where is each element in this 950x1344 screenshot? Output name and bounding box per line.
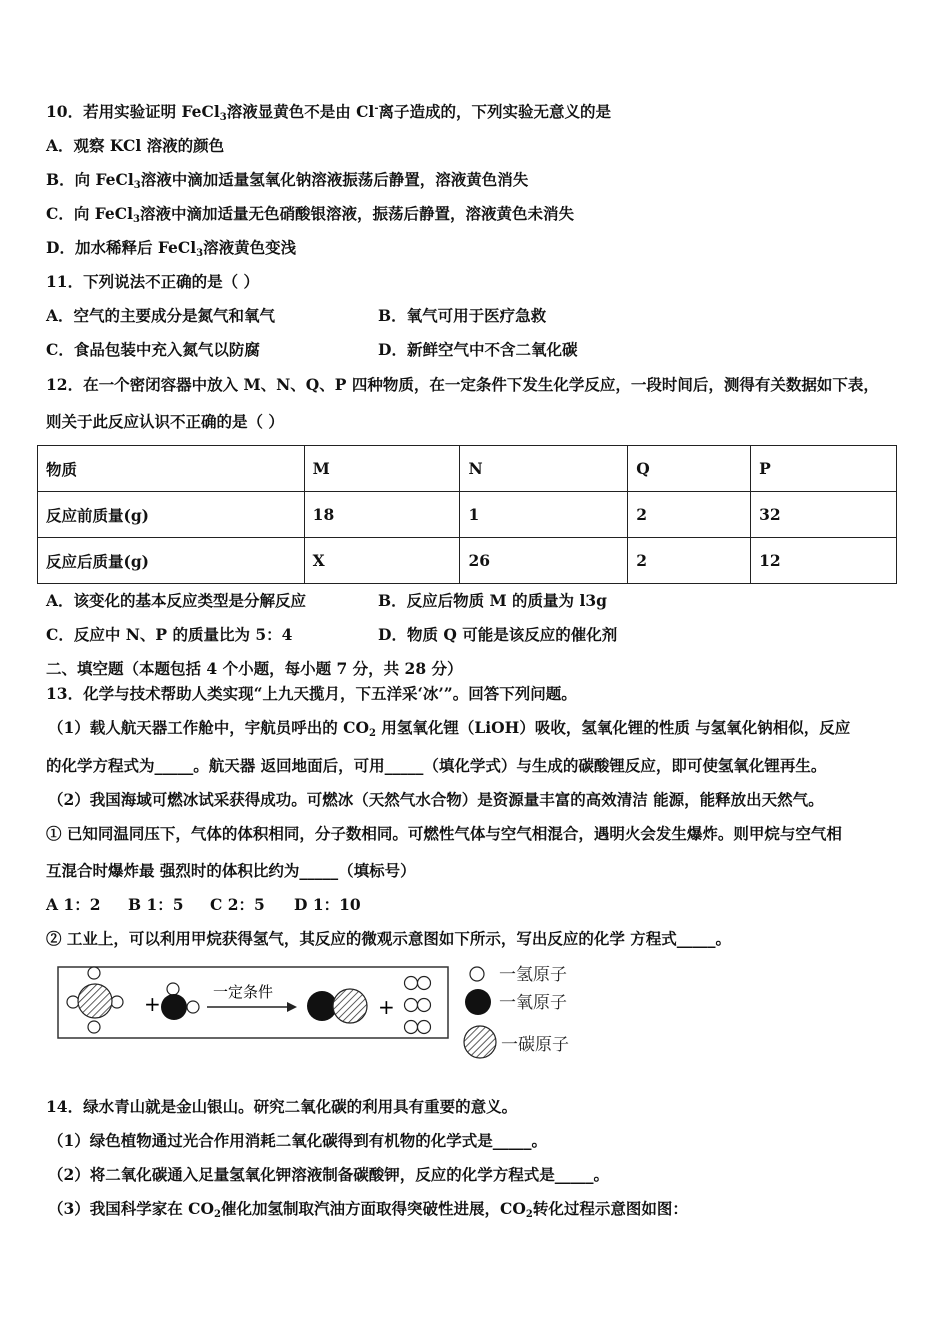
choice-d: D 1：10 (294, 895, 361, 914)
table-header-cell: M (304, 446, 460, 492)
co-molecule-icon (307, 989, 367, 1023)
table-row (38, 538, 897, 584)
q12-data-table (37, 445, 897, 584)
reaction-condition: 一定条件 (213, 983, 274, 1001)
section-heading: 二、填空题（本题包括 4 个小题，每小题 7 分，共 28 分） (46, 659, 463, 678)
q12-option-a: A．该变化的基本反应类型是分解反应 (46, 591, 307, 610)
table-cell: 反应后质量(g) (38, 538, 305, 584)
q12-stem-line2: 则关于此反应认识不正确的是（ ） (46, 412, 284, 431)
table-cell: 12 (751, 538, 897, 584)
hydrogen-atom-legend-icon (470, 967, 484, 981)
methane-molecule-icon (67, 967, 123, 1033)
q13-part1-line2: 的化学方程式为_____。航天器 返回地面后，可用_____（填化学式）与生成的碳酸锂反应，即可使氢氧化锂再生。 (46, 756, 827, 775)
plus-icon: + (378, 995, 395, 1019)
q12-option-b: B．反应后物质 M 的质量为 l3g (378, 591, 607, 610)
q10-option-b: B．向 FeCl$_3$溶液中滴加适量氢氧化钠溶液振荡后静置，溶液黄色消失 (46, 170, 529, 191)
q12-option-d: D．物质 Q 可能是该反应的催化剂 (378, 625, 618, 644)
q13-part2: （2）我国海域可燃冰试采获得成功。可燃冰（天然气水合物）是资源量丰富的高效清洁 能源，能释放出天然气。 (48, 790, 824, 809)
table-cell: 2 (628, 538, 751, 584)
plus-icon: + (144, 992, 161, 1016)
table-cell: 32 (751, 492, 897, 538)
choice-b: B 1：5 (128, 895, 184, 914)
q11-option-c: C．食品包装中充入氮气以防腐 (46, 340, 260, 359)
legend-carbon: 一碳原子 (501, 1035, 569, 1055)
q11-option-d: D．新鲜空气中不含二氧化碳 (378, 340, 578, 359)
table-cell: 26 (460, 538, 628, 584)
reaction-diagram (55, 962, 595, 1062)
table-header-row (38, 446, 897, 492)
legend-hydrogen: 一氢原子 (499, 965, 567, 985)
q14-stem: 14．绿水青山就是金山银山。研究二氧化碳的利用具有重要的意义。 (46, 1097, 518, 1116)
q10-option-c: C．向 FeCl$_3$溶液中滴加适量无色硝酸银溶液，振荡后静置，溶液黄色未消失 (46, 204, 574, 225)
oxygen-atom-legend-icon (465, 989, 491, 1015)
carbon-atom-legend-icon (464, 1026, 496, 1058)
q11-stem: 11．下列说法不正确的是（ ） (46, 272, 259, 291)
table-header-cell: N (460, 446, 628, 492)
q10-option-d: D．加水稀释后 FeCl$_3$溶液黄色变浅 (46, 238, 297, 259)
table-cell: X (304, 538, 460, 584)
q13-part1-line1: （1）载人航天器工作舱中，宇航员呼出的 $CO_2$ 用氢氧化锂（LiOH）吸收，氢氧化锂的性质 与氢氧化钠相似，反应 (48, 718, 851, 739)
q13-choices (46, 895, 361, 915)
water-molecule-icon (161, 983, 199, 1020)
q14-part1: （1）绿色植物通过光合作用消耗二氧化碳得到有机物的化学式是_____。 (48, 1131, 548, 1150)
q12-option-c: C．反应中 N、P 的质量比为 5：4 (46, 625, 293, 644)
table-row (38, 492, 897, 538)
q10-option-a: A．观察 KCl 溶液的颜色 (46, 136, 225, 155)
table-header-cell: 物质 (38, 446, 305, 492)
table-cell: 18 (304, 492, 460, 538)
q11-option-a: A．空气的主要成分是氮气和氧气 (46, 306, 276, 325)
q13-part3-line2: 互混合时爆炸最 强烈时的体积比约为_____（填标号） (46, 861, 416, 880)
legend-oxygen: 一氧原子 (499, 993, 567, 1013)
q14-part2: （2）将二氧化碳通入足量氢氧化钾溶液制备碳酸钾，反应的化学方程式是_____。 (48, 1165, 610, 1184)
choice-a: A 1：2 (46, 895, 101, 914)
hydrogen-molecules-icon (405, 977, 431, 1034)
q12-stem-line1: 12．在一个密闭容器中放入 M、N、Q、P 四种物质，在一定条件下发生化学反应，一段时间后，测得有关数据如下表， (46, 375, 879, 394)
table-cell: 2 (628, 492, 751, 538)
q14-part3: （3）我国科学家在 $CO_2$催化加氢制取汽油方面取得突破性进展，$CO_2$转化过程示意图如图： (48, 1199, 688, 1220)
choice-c: C 2：5 (210, 895, 265, 914)
q13-part3-line1: ① 已知同温同压下，气体的体积相同，分子数相同。可燃性气体与空气相混合，遇明火会发生爆炸。则甲烷与空气相 (46, 824, 842, 843)
reaction-arrow-icon (207, 1002, 297, 1012)
table-cell: 反应前质量(g) (38, 492, 305, 538)
q13-part4: ② 工业上，可以利用甲烷获得氢气，其反应的微观示意图如下所示，写出反应的化学 方程式_____。 (46, 929, 732, 948)
q13-stem: 13．化学与技术帮助人类实现“上九天揽月，下五洋采‘冰’”。回答下列问题。 (46, 684, 577, 703)
table-header-cell: P (751, 446, 897, 492)
table-cell: 1 (460, 492, 628, 538)
table-header-cell: Q (628, 446, 751, 492)
q11-option-b: B．氧气可用于医疗急救 (378, 306, 547, 325)
q10-stem: 10．若用实验证明 FeCl$_3$溶液显黄色不是由 Cl-离子造成的，下列实验无意义的是 (46, 102, 611, 123)
